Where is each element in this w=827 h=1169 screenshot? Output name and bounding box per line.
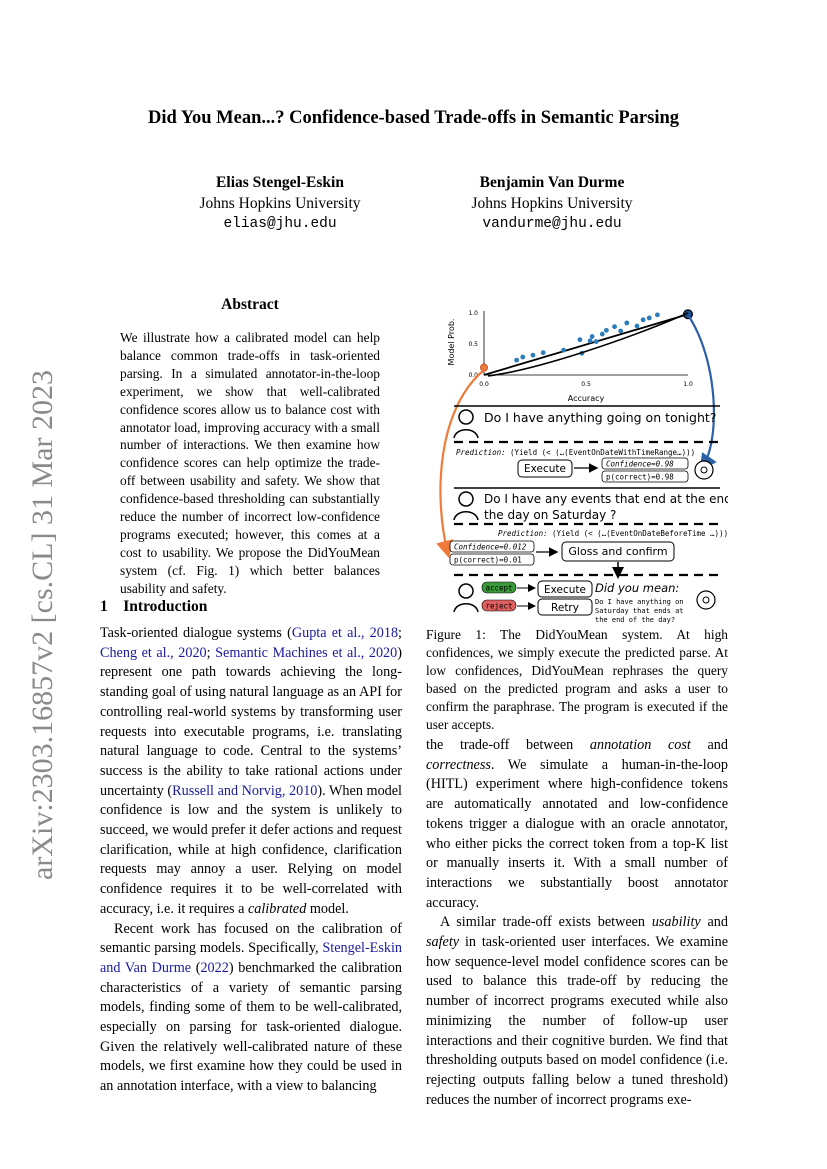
data-point: [612, 324, 617, 329]
abstract-text: We illustrate how a calibrated model can help balance common trade-offs in task-oriented parsing. In a simulated annotator-in-the-loop experiment, we show that well-calibrated confidence scores allow us to balance cost with annotator load, improving accuracy with a small number of interactions. We then examine how confidence scores can help optimize the trade-off between usability and safety. We show that confidence-based thresholding can substantially reduce the number of incorrect low-confidence programs executed; however, this comes at a cost to usability. We propose the DidYouMean system (cf. Fig. 1) which better balances usability and safety.: [120, 330, 380, 596]
figure-1-svg: [426, 300, 728, 626]
pcorrect-value: p(correct)=0.98: [606, 472, 674, 482]
citation-link[interactable]: Stengel-Eskin and Van Durme: [100, 940, 402, 976]
data-point: [590, 334, 595, 339]
execute-label: Execute: [544, 584, 586, 596]
user-icon: [454, 492, 478, 520]
confidence-value: Confidence=0.012: [454, 542, 527, 552]
author-affiliation: Johns Hopkins University: [199, 195, 361, 212]
author-affiliation: Johns Hopkins University: [471, 195, 633, 212]
low-confidence-arrow: [440, 370, 484, 554]
query-2-line-2: the day on Saturday ?: [484, 508, 617, 522]
accept-label: accept: [485, 583, 513, 593]
figure-caption: Figure 1: The DidYouMean system. At high confidences, we simply execute the predicted parse. At low confidences, DidYouMean rephrases the query based on the predicted program and asks a user to confirm the paraphrase. The program is executed if the user accepts.: [426, 627, 728, 732]
citation-link[interactable]: 2022: [200, 959, 229, 976]
intro-paragraph: the trade-off between annotation cost and correctness. We simulate a human-in-the-loop (HITL) experiment where high-confidence tokens are automatically annotated and low-confidence tokens trigger a dialogue with an oracle annotator, who either picks the correct token from a top-K list or manually inserts it. With a small number of interactions we substantially boost annotator accuracy.: [426, 737, 728, 911]
trend-line: [484, 314, 688, 375]
y-tick-label: 1.0: [468, 310, 478, 317]
x-tick-label: 0.0: [479, 381, 489, 388]
author-name: Benjamin Van Durme: [479, 174, 625, 191]
intro-paragraph: Task-oriented dialogue systems (Gupta et al., 2018; Cheng et al., 2020; Semantic Machines et al., 2020) represent one path towards achieving the long-standing goal of using natural language as an API for controlling real-world systems by transforming user requests into executable programs, i.e. translating natural language to code. Central to the systems’ success is the ability to take rational actions under uncertainty (Russell and Norvig, 2010). When model confidence is low and the system is unlikely to succeed, we would prefer it defer actions and request clarification, while at high confidence, clarification requests may annoy a user. Relying on model confidence requires it to be well-correlated with accuracy, i.e. it requires a calibrated model.: [100, 625, 402, 917]
prediction-code: (Yield (< (…(EventOnDateWithTimeRange…))): [510, 448, 696, 457]
intro-column-right: [426, 736, 728, 1110]
data-point: [641, 317, 646, 322]
query-2-line-1: Do I have any events that end at the end of: [484, 492, 728, 506]
data-point: [647, 316, 652, 321]
pcorrect-value: p(correct)=0.01: [454, 555, 522, 565]
user-icon: [454, 410, 478, 438]
paraphrase-line-1: Do I have anything on: [595, 598, 684, 606]
abstract-heading: Abstract: [221, 296, 279, 313]
data-point: [577, 337, 582, 342]
citation-link[interactable]: Gupta et al., 2018: [291, 625, 399, 641]
prediction-label: Prediction:: [456, 448, 506, 457]
prediction-label: Prediction:: [498, 529, 548, 538]
section-title: Introduction: [123, 598, 208, 615]
intro-paragraph: A similar trade-off exists between usability and safety in task-oriented user interfaces. We examine how sequence-level model confidence scores can be used to balance this trade-off by reducing the number of incorrect programs executed while also minimizing the number of follow-up user interactions and their cognitive burden. We find that thresholding outputs based on model confidence (i.e. rejecting outputs falling below a tuned threshold) reduces the number of incorrect programs exe-: [426, 914, 728, 1108]
x-axis-label: Accuracy: [567, 394, 605, 403]
data-point: [594, 339, 599, 344]
y-axis-label: Model Prob.: [447, 318, 456, 366]
data-point: [514, 358, 519, 363]
high-confidence-arrow: [688, 315, 714, 468]
retry-label: Retry: [551, 602, 579, 614]
data-point: [541, 350, 546, 355]
section-number: 1: [100, 598, 108, 615]
query-1: Do I have anything going on tonight?: [484, 410, 717, 425]
data-point: [635, 324, 640, 329]
data-point: [520, 355, 525, 360]
paraphrase-line-3: the end of the day?: [595, 616, 676, 624]
intro-paragraph: Recent work has focused on the calibration of semantic parsing models. Specifically, Stengel-Eskin and Van Durme (2022) benchmarked the calibration characteristics of a variety of semantic parsing models, finding some of them to be well-calibrated, especially on parsing for task-oriented dialogue. Given the relatively well-calibrated nature of these models, we first examine how they could be used in an annotation interface, with a view to balancing: [100, 920, 402, 1095]
x-tick-label: 0.5: [581, 381, 591, 388]
x-tick-label: 1.0: [683, 381, 693, 388]
prediction-code: (Yield (< (…(EventOnDateBeforeTime …)))): [552, 529, 728, 538]
author-1: [155, 172, 405, 235]
data-point: [655, 312, 660, 317]
data-point: [588, 339, 593, 344]
y-tick-label: 0.5: [468, 341, 478, 348]
section-heading: [100, 598, 207, 616]
author-2: [427, 172, 677, 235]
y-tick-label: 0.0: [468, 372, 478, 379]
paraphrase-line-2: Saturday that ends at: [595, 607, 684, 615]
intro-column-left: [100, 624, 402, 1097]
execute-label: Execute: [524, 463, 566, 475]
author-email[interactable]: elias@jhu.edu: [223, 216, 337, 232]
paper-title: Did You Mean...? Confidence-based Trade-offs in Semantic Parsing: [147, 108, 680, 128]
robot-head-icon: [695, 461, 713, 479]
arxiv-stamp: arXiv:2303.16857v2 [cs.CL] 31 Mar 2023: [26, 370, 59, 880]
author-name: Elias Stengel-Eskin: [216, 174, 344, 191]
data-point: [618, 329, 623, 334]
robot-head-icon: [697, 591, 715, 609]
gloss-confirm-label: Gloss and confirm: [568, 545, 668, 558]
confidence-value: Confidence=0.98: [606, 459, 674, 469]
author-email[interactable]: vandurme@jhu.edu: [482, 216, 622, 232]
user-icon: [454, 584, 478, 612]
data-point: [531, 353, 536, 358]
figure-1: [426, 300, 728, 626]
reject-label: reject: [485, 601, 513, 611]
data-point: [561, 348, 566, 353]
data-point: [624, 321, 629, 326]
citation-link[interactable]: Semantic Machines et al., 2020: [215, 644, 398, 661]
data-point: [600, 332, 605, 337]
citation-link[interactable]: Russell and Norvig, 2010: [172, 782, 318, 799]
did-you-mean-label: Did you mean:: [595, 581, 680, 595]
data-point: [604, 328, 609, 333]
citation-link[interactable]: Cheng et al., 2020: [100, 644, 207, 661]
